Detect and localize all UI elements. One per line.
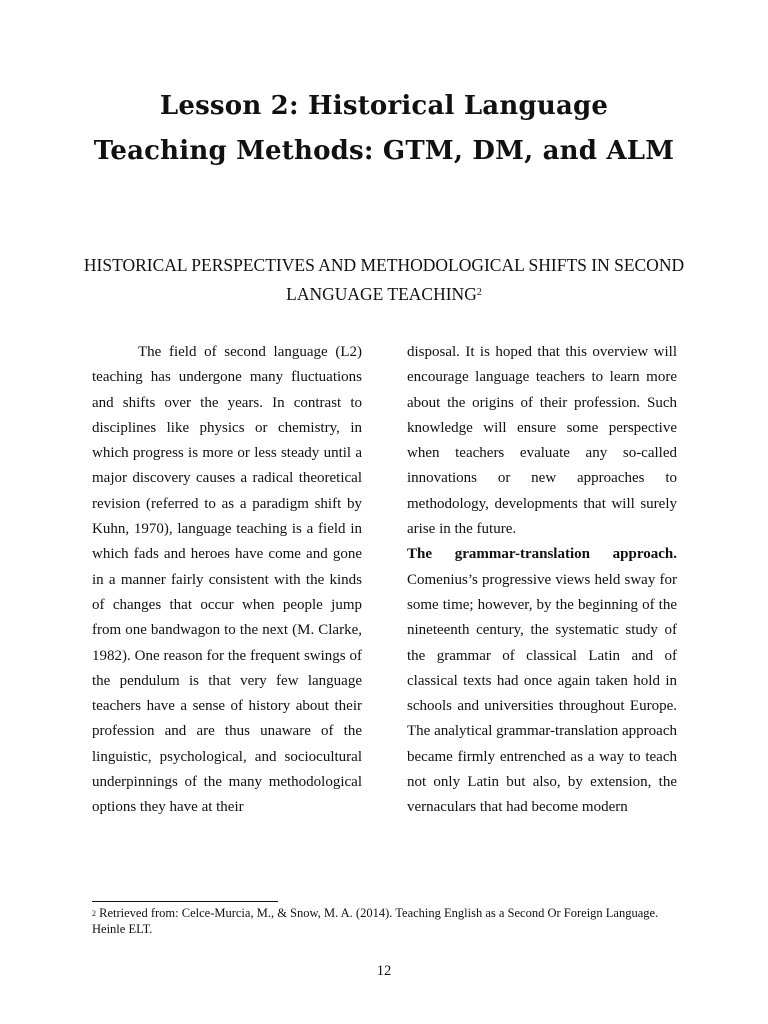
gta-paragraph [407, 542, 677, 820]
gta-heading: The grammar-translation approach. [407, 546, 677, 563]
right-column [407, 340, 677, 821]
subtitle-footnote-ref[interactable]: 2 [476, 287, 482, 298]
footnote-divider [92, 901, 278, 902]
footnote-text: Retrieved from: Celce-Murcia, M., & Snow, M. A. (2014). Teaching English as a Second Or Foreign Language. Heinle ELT. [92, 906, 659, 936]
intro-paragraph: The field of second language (L2) teaching has undergone many fluctuations and shifts over the years. In contrast to disciplines like physics or chemistry, in which progress is more or less steady until a major discovery causes a radical theoretical revision (referred to as a paradigm shift by Kuhn, 1970), language teaching is a field in which fads and heroes have come and gone in a manner fairly consistent with the kinds of changes that occur when people jump from one bandwagon to the next (M. Clarke, 1982). One reason for the frequent swings of the pendulum is that very few language teachers have a sense of history about their profession and are thus unaware of the linguistic, psychological, and sociocultural underpinnings of the many methodological options they have at their [92, 344, 362, 816]
section-subtitle [70, 251, 698, 309]
left-column [92, 340, 362, 821]
footnote [92, 906, 682, 937]
page-number: 12 [376, 963, 392, 979]
gta-body: Comenius’s progressive views held sway for some time; however, by the beginning of the nineteenth century, the systematic study of the grammar of classical Latin and of classical texts had once again taken hold in schools and universities throughout Europe. The analytical grammar-translation approach became firmly entrenched as a way to teach not only Latin but also, by extension, the vernaculars that had become modern [407, 571, 677, 816]
subtitle-text: HISTORICAL PERSPECTIVES AND METHODOLOGICAL SHIFTS IN SECOND LANGUAGE TEACHING [83, 255, 685, 304]
continued-paragraph: disposal. It is hoped that this overview will encourage language teachers to learn more about the origins of their profession. Such knowledge will ensure some perspective when teachers evaluate any so-called innovations or new approaches to methodology, developments that will surely arise in the future. [407, 344, 677, 538]
footnote-number: 2 [92, 909, 96, 918]
lesson-title: Lesson 2: Historical Language Teaching Methods: GTM, DM, and ALM [93, 91, 675, 166]
